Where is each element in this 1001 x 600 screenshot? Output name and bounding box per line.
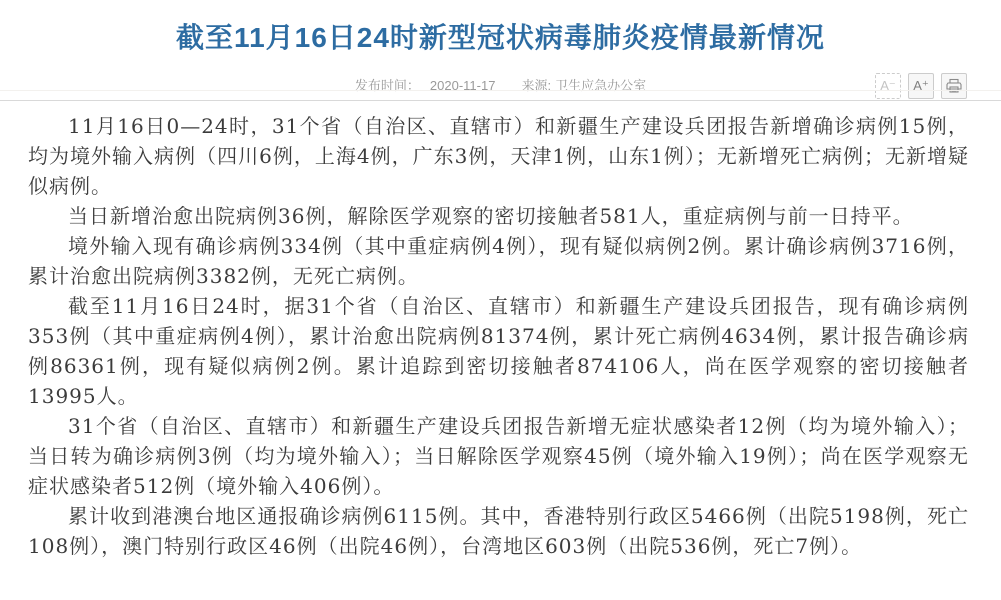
- article-header: [0, 0, 1001, 100]
- article-toolbar: [875, 73, 967, 99]
- header-divider-shadow: [0, 90, 1001, 91]
- article-paragraph: 境外输入现有确诊病例334例（其中重症病例4例），现有疑似病例2例。累计确诊病例3716例，累计治愈出院病例3382例，无死亡病例。: [28, 234, 969, 288]
- header-divider: [0, 100, 1001, 101]
- article-paragraph: 31个省（自治区、直辖市）和新疆生产建设兵团报告新增无症状感染者12例（均为境外输入）；当日转为确诊病例3例（均为境外输入）；当日解除医学观察45例（境外输入19例）；尚在医学观察无症状感染者512例（境外输入406例）。: [28, 414, 969, 498]
- article-body: [0, 100, 1001, 561]
- printer-icon: [946, 78, 962, 94]
- article-paragraph: 截至11月16日24时，据31个省（自治区、直辖市）和新疆生产建设兵团报告，现有确诊病例353例（其中重症病例4例），累计治愈出院病例81374例，累计死亡病例4634例，累计报告确诊病例86361例，现有疑似病例2例。累计追踪到密切接触者874106人，尚在医学观察的密切接触者13995人。: [28, 294, 969, 408]
- print-button[interactable]: [941, 73, 967, 99]
- publish-time-label: 发布时间：: [354, 78, 420, 93]
- article-meta: [0, 73, 1001, 99]
- article-paragraph: 11月16日0—24时，31个省（自治区、直辖市）和新疆生产建设兵团报告新增确诊病例15例，均为境外输入病例（四川6例，上海4例，广东3例，天津1例，山东1例）；无新增死亡病例；无新增疑似病例。: [28, 114, 969, 198]
- source-label: 来源:: [521, 78, 552, 93]
- font-decrease-button[interactable]: A⁻: [875, 73, 901, 99]
- source-value: 卫生应急办公室: [555, 78, 647, 93]
- article-paragraph: 当日新增治愈出院病例36例，解除医学观察的密切接触者581人，重症病例与前一日持平。: [68, 204, 914, 228]
- font-increase-button[interactable]: A⁺: [908, 73, 934, 99]
- page-title: 截至11月16日24时新型冠状病毒肺炎疫情最新情况: [176, 22, 825, 53]
- article-paragraph: 累计收到港澳台地区通报确诊病例6115例。其中，香港特别行政区5466例（出院5198例，死亡108例），澳门特别行政区46例（出院46例），台湾地区603例（出院536例，死亡7例）。: [28, 504, 969, 558]
- publish-time-value: 2020-11-17: [429, 78, 496, 93]
- meta-row: [0, 73, 1001, 99]
